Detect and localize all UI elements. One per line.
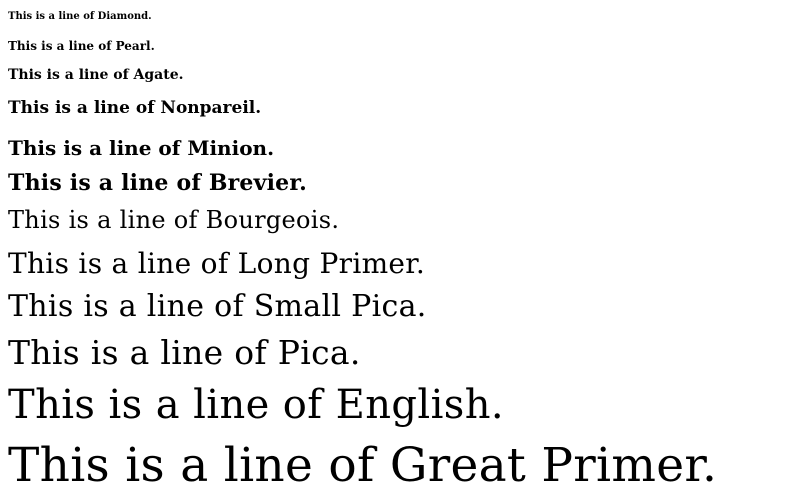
line-long-primer: This is a line of Long Primer. xyxy=(8,247,426,280)
line-bourgeois: This is a line of Bourgeois. xyxy=(8,206,340,234)
line-nonpareil: This is a line of Nonpareil. xyxy=(8,98,262,118)
line-pearl: This is a line of Pearl. xyxy=(8,39,155,53)
line-great-primer: This is a line of Great Primer. xyxy=(8,438,718,493)
line-agate: This is a line of Agate. xyxy=(8,67,184,83)
line-pica: This is a line of Pica. xyxy=(8,333,361,372)
line-small-pica: This is a line of Small Pica. xyxy=(8,289,427,324)
line-diamond: This is a line of Diamond. xyxy=(8,11,152,22)
line-brevier: This is a line of Brevier. xyxy=(8,170,307,196)
line-minion: This is a line of Minion. xyxy=(8,136,275,160)
line-english: This is a line of English. xyxy=(8,382,504,428)
